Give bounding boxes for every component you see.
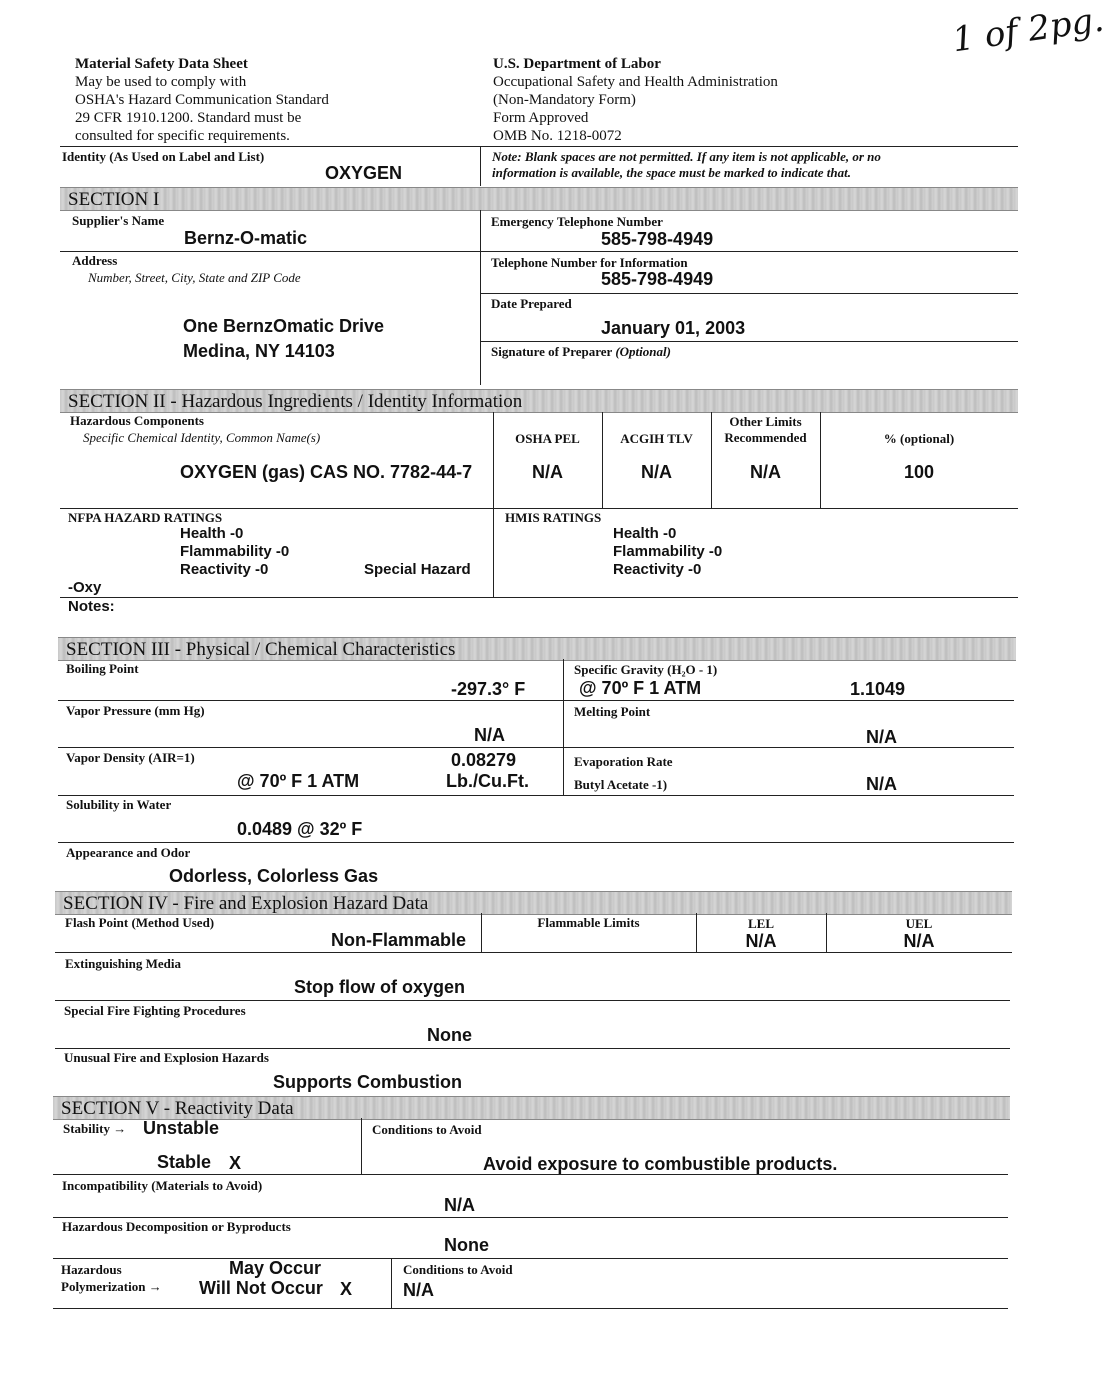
hmis-flam: Flammability -0 <box>613 543 723 560</box>
rule-sec3-a <box>58 700 1014 701</box>
section4-title: SECTION IV - Fire and Explosion Hazard Data <box>63 893 429 914</box>
sff-label: Special Fire Fighting Procedures <box>64 1003 246 1018</box>
vd-label: Vapor Density (AIR=1) <box>66 750 195 765</box>
components-label: Hazardous Components <box>70 413 204 428</box>
other-value: N/A <box>750 462 781 482</box>
app-value: Odorless, Colorless Gas <box>169 866 379 886</box>
header-left-line4: consulted for specific requirements. <box>75 128 290 144</box>
poly-label-line1: Hazardous <box>61 1262 122 1277</box>
hmis-label: HMIS RATINGS <box>505 510 602 525</box>
will-not-mark: X <box>340 1279 353 1299</box>
vd-cond: @ 70º F 1 ATM <box>237 771 360 791</box>
sol-label: Solubility in Water <box>66 797 172 812</box>
header-left <box>75 55 329 145</box>
incompat-label: Incompatibility (Materials to Avoid) <box>62 1178 263 1193</box>
lel-value: N/A <box>745 931 777 951</box>
mp-label: Melting Point <box>574 704 651 719</box>
cond-label: Conditions to Avoid <box>372 1122 482 1137</box>
rule-sec4-a <box>55 952 1012 953</box>
section5-band <box>53 1096 1010 1120</box>
agency-title: U.S. Department of Labor <box>493 56 661 72</box>
section1-band <box>60 187 1018 211</box>
boiling-label: Boiling Point <box>66 661 139 676</box>
section1-title: SECTION I <box>68 189 160 210</box>
hmis-ratings <box>613 525 722 579</box>
decomp-label: Hazardous Decomposition or Byproducts <box>62 1219 291 1234</box>
stable-mark: X <box>229 1153 242 1173</box>
identity-value: OXYGEN <box>325 163 403 183</box>
rule-identity-divider <box>480 146 481 186</box>
evap-value: N/A <box>866 774 897 794</box>
unstable-label: Unstable <box>143 1118 220 1138</box>
sff-value: None <box>427 1025 472 1045</box>
header-right <box>493 55 778 145</box>
rule-sec3-v <box>563 659 564 796</box>
poly-label <box>61 1261 162 1295</box>
section3-title: SECTION III - Physical / Chemical Characteristics <box>66 639 456 660</box>
rule-sec2-v1 <box>493 412 494 508</box>
evap-label-line1: Evaporation Rate <box>574 754 673 769</box>
col-pct: % (optional) <box>883 431 955 446</box>
nfpa-health: Health -0 <box>180 525 244 542</box>
component-value: OXYGEN (gas) CAS NO. 7782-44-7 <box>180 462 473 482</box>
will-not-occur: Will Not Occur <box>199 1278 323 1298</box>
nfpa-label: NFPA HAZARD RATINGS <box>68 510 223 525</box>
vd-value1: 0.08279 <box>451 750 517 770</box>
nfpa-oxy: -Oxy <box>68 579 102 596</box>
uel-value: N/A <box>903 931 935 951</box>
rule-header <box>60 146 1018 147</box>
section5-title: SECTION V - Reactivity Data <box>61 1098 294 1119</box>
vp-label: Vapor Pressure (mm Hg) <box>66 703 205 718</box>
col-osha: OSHA PEL <box>515 431 580 446</box>
col-acgih: ACGIH TLV <box>620 431 693 446</box>
date-label: Date Prepared <box>491 296 572 311</box>
rule-sec5-b <box>53 1217 1008 1218</box>
header-right-line2: (Non-Mandatory Form) <box>493 92 636 108</box>
col-other <box>711 414 820 446</box>
may-occur: May Occur <box>229 1258 322 1278</box>
mp-value: N/A <box>866 727 897 747</box>
sg-label: Specific Gravity (H₂O - 1) <box>574 662 718 677</box>
identity-note <box>492 149 881 181</box>
signature-label <box>491 344 671 360</box>
uel-label: UEL <box>905 916 933 931</box>
acgih-value: N/A <box>641 462 672 482</box>
info-phone-value: 585-798-4949 <box>601 269 714 289</box>
ext-label: Extinguishing Media <box>65 956 181 971</box>
sol-value: 0.0489 @ 32º F <box>237 819 363 839</box>
form-title: Material Safety Data Sheet <box>75 56 248 72</box>
rule-sec5-a <box>53 1174 1008 1175</box>
rule-sec2-v2 <box>602 412 603 508</box>
pct-value: 100 <box>903 462 935 482</box>
header-left-line2: OSHA's Hazard Communication Standard <box>75 92 329 108</box>
hmis-health: Health -0 <box>613 525 677 542</box>
rule-sec1-a <box>60 251 1018 252</box>
rule-sec2-v5 <box>493 508 494 598</box>
vp-value: N/A <box>474 725 505 745</box>
nfpa-react: Reactivity -0 <box>180 561 269 578</box>
rule-sec5-c <box>53 1258 1008 1259</box>
cond-value: Avoid exposure to combustible products. <box>483 1154 838 1174</box>
signature-sub: (Optional) <box>615 344 671 359</box>
address-label: Address <box>72 253 118 268</box>
components-sub: Specific Chemical Identity, Common Name(s) <box>83 430 321 445</box>
address-sub: Number, Street, City, State and ZIP Code <box>88 270 301 285</box>
app-label: Appearance and Odor <box>66 845 191 860</box>
decomp-value: None <box>444 1235 489 1255</box>
evap-label-line2: Butyl Acetate -1) <box>574 777 668 792</box>
info-phone-label: Telephone Number for Information <box>491 255 688 270</box>
emergency-label: Emergency Telephone Number <box>491 214 663 229</box>
rule-sec3-b <box>58 747 1014 748</box>
section4-band <box>55 891 1012 915</box>
rule-sec2-b <box>60 597 1018 598</box>
rule-sec2-v4 <box>820 412 821 508</box>
header-left-line3: 29 CFR 1910.1200. Standard must be <box>75 110 302 126</box>
osha-value: N/A <box>532 462 563 482</box>
header-right-line4: OMB No. 1218-0072 <box>493 128 622 144</box>
poly-cond-value: N/A <box>403 1280 434 1300</box>
rule-sec3-c <box>58 795 1014 796</box>
date-value: January 01, 2003 <box>601 318 746 338</box>
unusual-label: Unusual Fire and Explosion Hazards <box>64 1050 269 1065</box>
nfpa-flam: Flammability -0 <box>180 543 290 560</box>
notes-label: Notes: <box>68 598 115 615</box>
emergency-value: 585-798-4949 <box>601 229 714 249</box>
evap-label <box>574 750 673 796</box>
flash-label: Flash Point (Method Used) <box>65 915 215 930</box>
sg-cond: @ 70º F 1 ATM <box>579 678 702 698</box>
identity-note-line2: information is available, the space must be marked to indicate that. <box>492 165 851 180</box>
flam-limits-label: Flammable Limits <box>537 915 640 930</box>
section3-band <box>58 637 1016 661</box>
handwritten-page-note: 1 of 2pg. <box>949 0 1106 61</box>
rule-sec1-c <box>480 341 1018 342</box>
boiling-value: -297.3° F <box>451 679 526 699</box>
rule-sec4-c <box>55 1048 1010 1049</box>
col-other-line1: Other Limits <box>729 414 802 429</box>
ext-value: Stop flow of oxygen <box>294 977 465 997</box>
header-right-line3: Form Approved <box>493 110 589 126</box>
supplier-value: Bernz-O-matic <box>184 228 308 248</box>
flash-value: Non-Flammable <box>331 930 467 950</box>
rule-sec1-divider <box>480 210 481 385</box>
identity-label: Identity (As Used on Label and List) <box>62 149 265 164</box>
poly-label-line2: Polymerization → <box>61 1279 162 1294</box>
vd-value2: Lb./Cu.Ft. <box>446 771 529 791</box>
rule-sec2-a <box>60 508 1018 509</box>
identity-note-line1: Note: Blank spaces are not permitted. If any item is not applicable, or no <box>492 149 881 164</box>
signature-label-text: Signature of Preparer <box>491 344 613 359</box>
special-hazard: Special Hazard <box>364 561 471 578</box>
header-right-line1: Occupational Safety and Health Administration <box>493 74 778 90</box>
section2-title: SECTION II - Hazardous Ingredients / Identity Information <box>68 391 523 412</box>
rule-sec5-v1 <box>361 1118 362 1174</box>
unusual-value: Supports Combustion <box>273 1072 462 1092</box>
supplier-label: Supplier's Name <box>72 213 165 228</box>
rule-sec5-v2 <box>391 1258 392 1308</box>
stable-label: Stable <box>157 1152 212 1172</box>
nfpa-ratings <box>180 525 289 579</box>
sg-value: 1.1049 <box>850 679 906 699</box>
col-other-line2: Recommended <box>724 430 807 445</box>
incompat-value: N/A <box>444 1195 475 1215</box>
header-left-line1: May be used to comply with <box>75 74 247 90</box>
poly-cond-label: Conditions to Avoid <box>403 1262 513 1277</box>
rule-sec5-d <box>53 1308 1008 1309</box>
rule-sec1-b <box>480 293 1018 294</box>
hmis-react: Reactivity -0 <box>613 561 702 578</box>
rule-sec4-b <box>55 1000 1010 1001</box>
address-line1: One BernzOmatic Drive <box>183 316 385 336</box>
stability-label: Stability → <box>63 1121 127 1136</box>
rule-sec3-d <box>58 842 1014 843</box>
section2-band <box>60 389 1018 413</box>
address-line2: Medina, NY 14103 <box>183 341 335 361</box>
lel-label: LEL <box>747 916 774 931</box>
